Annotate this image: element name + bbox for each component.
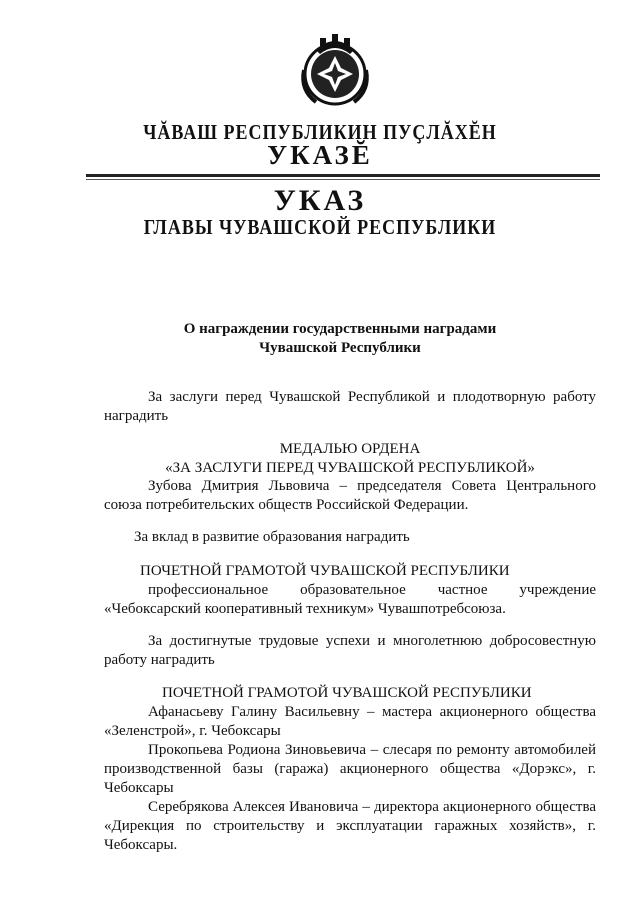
ukaz-title: УКАЗ bbox=[273, 184, 367, 217]
award-2-heading: ПОЧЕТНОЙ ГРАМОТОЙ ЧУВАШСКОЙ РЕСПУБЛИКИ bbox=[140, 563, 510, 579]
list-item: Афанасьеву Галину Васильевну – мастера акционерного общества «Зеленстрой», г. Чебоксары bbox=[104, 704, 596, 739]
award-2-org-text: профессиональное образовательное частное учреждение «Чебоксарский кооперативный техникум» Чувашпотребсоюза. bbox=[104, 582, 596, 617]
award-1-line-2: «ЗА ЗАСЛУГИ ПЕРЕД ЧУВАШСКОЙ РЕСПУБЛИКОЙ» bbox=[165, 460, 535, 476]
intro-paragraph-3 bbox=[104, 632, 596, 670]
decree-subject bbox=[150, 320, 530, 358]
award-1-person-text: Зубова Дмитрия Львовича – председателя Совета Центрального союза потребительских обществ Российской Федерации. bbox=[104, 478, 596, 513]
glava-subtitle: ГЛАВЫ ЧУВАШСКОЙ РЕСПУБЛИКИ bbox=[143, 215, 497, 239]
award-3-heading: ПОЧЕТНОЙ ГРАМОТОЙ ЧУВАШСКОЙ РЕСПУБЛИКИ bbox=[162, 685, 532, 701]
chuvash-ukaze-title: УКАЗĔ bbox=[267, 140, 373, 170]
header-divider-thin bbox=[86, 179, 600, 180]
subject-line-2: Чувашской Республики bbox=[259, 340, 421, 356]
intro-3-text: За достигнутые трудовые успехи и многолетнюю добросовестную работу наградить bbox=[104, 633, 596, 668]
award-1-heading bbox=[104, 440, 596, 478]
intro-paragraph-2 bbox=[104, 528, 596, 547]
award-3-recipients bbox=[104, 703, 596, 855]
list-item: Прокопьева Родиона Зиновьевича – слесаря по ремонту автомобилей производственной базы (гаража) акционерного общества «Дорэкс», г. Чебоксары bbox=[104, 742, 596, 796]
chuvash-header-title: ЧĂВАШ РЕСПУБЛИКИН ПУҪЛĂХĔН bbox=[143, 120, 497, 144]
coat-of-arms-emblem bbox=[296, 30, 374, 110]
header-divider-thick bbox=[86, 174, 600, 177]
intro-paragraph-1 bbox=[104, 388, 596, 426]
award-1-line-1: МЕДАЛЬЮ ОРДЕНА bbox=[279, 441, 421, 457]
intro-2-text: За вклад в развитие образования наградить bbox=[134, 529, 410, 545]
list-item: Серебрякова Алексея Ивановича – директора акционерного общества «Дирекция по строительству и эксплуатации гаражных хозяйств», г. Чебоксары. bbox=[104, 799, 596, 853]
award-1-recipient bbox=[104, 477, 596, 515]
subject-line-1: О награждении государственными наградами bbox=[183, 321, 497, 337]
award-2-recipient bbox=[104, 581, 596, 619]
intro-1-text: За заслуги перед Чувашской Республикой и плодотворную работу наградить bbox=[104, 389, 596, 424]
